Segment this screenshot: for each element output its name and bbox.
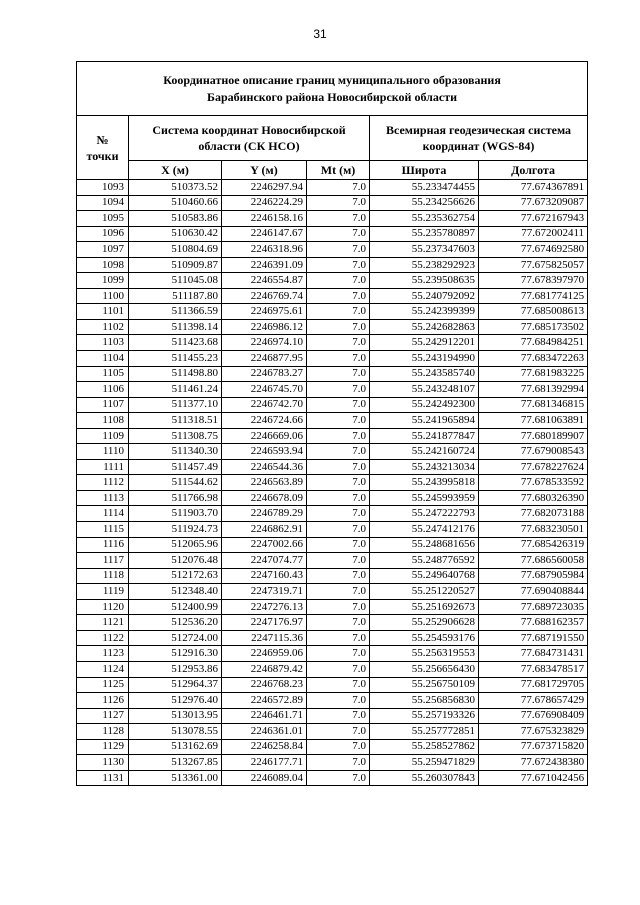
y-cell: 2246769.74 (222, 288, 307, 304)
longitude-cell: 77.681063891 (479, 413, 588, 429)
latitude-cell: 55.245993959 (370, 490, 479, 506)
mt-cell: 7.0 (307, 180, 370, 196)
x-cell: 512400.99 (129, 599, 222, 615)
latitude-cell: 55.243194990 (370, 351, 479, 367)
longitude-cell: 77.690408844 (479, 584, 588, 600)
latitude-cell: 55.243248107 (370, 382, 479, 398)
y-cell: 2247176.97 (222, 615, 307, 631)
x-cell: 513013.95 (129, 708, 222, 724)
mt-cell: 7.0 (307, 708, 370, 724)
y-cell: 2246572.89 (222, 693, 307, 709)
x-cell: 512976.40 (129, 693, 222, 709)
mt-cell: 7.0 (307, 522, 370, 538)
world-system-line-2: координат (WGS-84) (422, 139, 535, 153)
latitude-cell: 55.242492300 (370, 397, 479, 413)
table-row (77, 615, 588, 631)
y-cell: 2246361.01 (222, 724, 307, 740)
mt-cell: 7.0 (307, 739, 370, 755)
y-cell: 2247276.13 (222, 599, 307, 615)
table-row (77, 226, 588, 242)
latitude-cell: 55.260307843 (370, 770, 479, 786)
mt-cell: 7.0 (307, 382, 370, 398)
x-cell: 511045.08 (129, 273, 222, 289)
longitude-cell: 77.674692580 (479, 242, 588, 258)
mt-cell: 7.0 (307, 335, 370, 351)
y-cell: 2246554.87 (222, 273, 307, 289)
mt-cell: 7.0 (307, 646, 370, 662)
table-row (77, 661, 588, 677)
point-label-2: точки (86, 148, 119, 163)
latitude-cell: 55.234256626 (370, 195, 479, 211)
point-number-cell: 1116 (77, 537, 129, 553)
mt-cell: 7.0 (307, 755, 370, 771)
mt-cell: 7.0 (307, 770, 370, 786)
world-system-line-1: Всемирная геодезическая система (386, 123, 572, 137)
table-row (77, 755, 588, 771)
latitude-cell: 55.243585740 (370, 366, 479, 382)
x-cell: 511461.24 (129, 382, 222, 398)
y-cell: 2246986.12 (222, 319, 307, 335)
point-number-cell: 1120 (77, 599, 129, 615)
latitude-cell: 55.252906628 (370, 615, 479, 631)
point-number-cell: 1100 (77, 288, 129, 304)
table-row (77, 257, 588, 273)
latitude-cell: 55.242682863 (370, 319, 479, 335)
x-cell: 511924.73 (129, 522, 222, 538)
mt-cell: 7.0 (307, 599, 370, 615)
latitude-cell: 55.257772851 (370, 724, 479, 740)
y-cell: 2247074.77 (222, 553, 307, 569)
x-cell: 511366.59 (129, 304, 222, 320)
point-number-cell: 1112 (77, 475, 129, 491)
y-cell: 2246742.70 (222, 397, 307, 413)
table-row (77, 273, 588, 289)
longitude-cell: 77.687191550 (479, 630, 588, 646)
table-row (77, 475, 588, 491)
y-cell: 2246391.09 (222, 257, 307, 273)
local-system-line-1: Система координат Новосибирской (152, 123, 346, 137)
longitude-cell: 77.686560058 (479, 553, 588, 569)
point-number-cell: 1129 (77, 739, 129, 755)
x-cell: 511544.62 (129, 475, 222, 491)
latitude-cell: 55.235362754 (370, 211, 479, 227)
longitude-cell: 77.678533592 (479, 475, 588, 491)
longitude-cell: 77.673715820 (479, 739, 588, 755)
x-cell: 512964.37 (129, 677, 222, 693)
table-row (77, 693, 588, 709)
point-number-header (77, 116, 129, 180)
table-row (77, 444, 588, 460)
latitude-cell: 55.242399399 (370, 304, 479, 320)
longitude-cell: 77.679008543 (479, 444, 588, 460)
point-number-cell: 1110 (77, 444, 129, 460)
table-row (77, 677, 588, 693)
x-cell: 510373.52 (129, 180, 222, 196)
point-number-cell: 1105 (77, 366, 129, 382)
longitude-cell: 77.687905984 (479, 568, 588, 584)
longitude-cell: 77.685173502 (479, 319, 588, 335)
latitude-cell: 55.256656430 (370, 661, 479, 677)
point-number-cell: 1103 (77, 335, 129, 351)
mt-cell: 7.0 (307, 288, 370, 304)
mt-cell: 7.0 (307, 319, 370, 335)
longitude-cell: 77.683472263 (479, 351, 588, 367)
latitude-cell: 55.233474455 (370, 180, 479, 196)
col-mt-header: Mt (м) (307, 161, 370, 180)
mt-cell: 7.0 (307, 677, 370, 693)
table-row (77, 304, 588, 320)
mt-cell: 7.0 (307, 397, 370, 413)
y-cell: 2246177.71 (222, 755, 307, 771)
longitude-cell: 77.681346815 (479, 397, 588, 413)
mt-cell: 7.0 (307, 257, 370, 273)
point-number-cell: 1095 (77, 211, 129, 227)
latitude-cell: 55.251692673 (370, 599, 479, 615)
latitude-cell: 55.257193326 (370, 708, 479, 724)
table-row (77, 397, 588, 413)
latitude-cell: 55.241965894 (370, 413, 479, 429)
point-number-cell: 1106 (77, 382, 129, 398)
table-row (77, 506, 588, 522)
latitude-cell: 55.237347603 (370, 242, 479, 258)
latitude-cell: 55.238292923 (370, 257, 479, 273)
y-cell: 2246724.66 (222, 413, 307, 429)
mt-cell: 7.0 (307, 568, 370, 584)
longitude-cell: 77.678657429 (479, 693, 588, 709)
table-row (77, 739, 588, 755)
y-cell: 2246669.06 (222, 428, 307, 444)
table-row (77, 319, 588, 335)
title-line-2: Барабинского района Новосибирской области (207, 89, 458, 104)
local-system-line-2: области (СК НСО) (198, 139, 300, 153)
x-cell: 512536.20 (129, 615, 222, 631)
latitude-cell: 55.247412176 (370, 522, 479, 538)
page-number: 31 (313, 27, 327, 41)
x-cell: 511766.98 (129, 490, 222, 506)
y-cell: 2246768.23 (222, 677, 307, 693)
x-cell: 510583.86 (129, 211, 222, 227)
x-cell: 512172.63 (129, 568, 222, 584)
x-cell: 510909.87 (129, 257, 222, 273)
table-body (77, 180, 588, 786)
table-row (77, 351, 588, 367)
mt-cell: 7.0 (307, 273, 370, 289)
point-number-cell: 1130 (77, 755, 129, 771)
table-row (77, 708, 588, 724)
point-number-cell: 1104 (77, 351, 129, 367)
longitude-cell: 77.689723035 (479, 599, 588, 615)
x-cell: 511308.75 (129, 428, 222, 444)
y-cell: 2247002.66 (222, 537, 307, 553)
mt-cell: 7.0 (307, 211, 370, 227)
y-cell: 2246158.16 (222, 211, 307, 227)
x-cell: 513162.69 (129, 739, 222, 755)
y-cell: 2246461.71 (222, 708, 307, 724)
y-cell: 2246745.70 (222, 382, 307, 398)
point-number-cell: 1113 (77, 490, 129, 506)
mt-cell: 7.0 (307, 428, 370, 444)
y-cell: 2247115.36 (222, 630, 307, 646)
local-system-header (129, 116, 370, 161)
longitude-cell: 77.685426319 (479, 537, 588, 553)
y-cell: 2246318.96 (222, 242, 307, 258)
coordinates-table (76, 61, 588, 786)
point-number-cell: 1131 (77, 770, 129, 786)
latitude-cell: 55.242160724 (370, 444, 479, 460)
table-row (77, 770, 588, 786)
point-number-cell: 1126 (77, 693, 129, 709)
latitude-cell: 55.254593176 (370, 630, 479, 646)
mt-cell: 7.0 (307, 459, 370, 475)
table-row (77, 646, 588, 662)
y-cell: 2246862.91 (222, 522, 307, 538)
point-number-cell: 1098 (77, 257, 129, 273)
table-row (77, 553, 588, 569)
latitude-cell: 55.243995818 (370, 475, 479, 491)
latitude-cell: 55.256319553 (370, 646, 479, 662)
point-number-cell: 1118 (77, 568, 129, 584)
title-line-1: Координатное описание границ муниципального образования (163, 72, 501, 87)
y-cell: 2247319.71 (222, 584, 307, 600)
table-row (77, 180, 588, 196)
latitude-cell: 55.241877847 (370, 428, 479, 444)
table-row (77, 599, 588, 615)
table-row (77, 459, 588, 475)
longitude-cell: 77.671042456 (479, 770, 588, 786)
point-number-cell: 1121 (77, 615, 129, 631)
longitude-cell: 77.674367891 (479, 180, 588, 196)
mt-cell: 7.0 (307, 537, 370, 553)
y-cell: 2246959.06 (222, 646, 307, 662)
y-cell: 2246789.29 (222, 506, 307, 522)
col-lat-header: Широта (370, 161, 479, 180)
latitude-cell: 55.258527862 (370, 739, 479, 755)
point-number-cell: 1127 (77, 708, 129, 724)
x-cell: 511340.30 (129, 444, 222, 460)
table-row (77, 490, 588, 506)
y-cell: 2246877.95 (222, 351, 307, 367)
mt-cell: 7.0 (307, 630, 370, 646)
latitude-cell: 55.247222793 (370, 506, 479, 522)
longitude-cell: 77.676908409 (479, 708, 588, 724)
x-cell: 511398.14 (129, 319, 222, 335)
mt-cell: 7.0 (307, 304, 370, 320)
point-label-1: № (96, 132, 109, 147)
longitude-cell: 77.672167943 (479, 211, 588, 227)
mt-cell: 7.0 (307, 724, 370, 740)
y-cell: 2247160.43 (222, 568, 307, 584)
y-cell: 2246224.29 (222, 195, 307, 211)
point-number-cell: 1102 (77, 319, 129, 335)
point-number-cell: 1122 (77, 630, 129, 646)
longitude-cell: 77.680326390 (479, 490, 588, 506)
x-cell: 512076.48 (129, 553, 222, 569)
table-row (77, 584, 588, 600)
longitude-cell: 77.681392994 (479, 382, 588, 398)
longitude-cell: 77.683478517 (479, 661, 588, 677)
latitude-cell: 55.256856830 (370, 693, 479, 709)
table-row (77, 724, 588, 740)
table-row (77, 413, 588, 429)
world-system-header (370, 116, 588, 161)
x-cell: 511187.80 (129, 288, 222, 304)
mt-cell: 7.0 (307, 351, 370, 367)
longitude-cell: 77.678227624 (479, 459, 588, 475)
table-row (77, 630, 588, 646)
table-row (77, 242, 588, 258)
longitude-cell: 77.683230501 (479, 522, 588, 538)
longitude-cell: 77.685008613 (479, 304, 588, 320)
latitude-cell: 55.249640768 (370, 568, 479, 584)
table-title (77, 62, 588, 116)
x-cell: 512348.40 (129, 584, 222, 600)
point-number-cell: 1125 (77, 677, 129, 693)
table-row (77, 288, 588, 304)
y-cell: 2246544.36 (222, 459, 307, 475)
y-cell: 2246089.04 (222, 770, 307, 786)
longitude-cell: 77.673209087 (479, 195, 588, 211)
mt-cell: 7.0 (307, 475, 370, 491)
y-cell: 2246297.94 (222, 180, 307, 196)
longitude-cell: 77.688162357 (479, 615, 588, 631)
point-number-cell: 1109 (77, 428, 129, 444)
y-cell: 2246783.27 (222, 366, 307, 382)
table-row (77, 366, 588, 382)
x-cell: 511903.70 (129, 506, 222, 522)
point-number-cell: 1111 (77, 459, 129, 475)
latitude-cell: 55.248681656 (370, 537, 479, 553)
longitude-cell: 77.684731431 (479, 646, 588, 662)
point-number-cell: 1119 (77, 584, 129, 600)
latitude-cell: 55.239508635 (370, 273, 479, 289)
table-row (77, 428, 588, 444)
mt-cell: 7.0 (307, 506, 370, 522)
longitude-cell: 77.684984251 (479, 335, 588, 351)
mt-cell: 7.0 (307, 444, 370, 460)
point-number-cell: 1107 (77, 397, 129, 413)
col-x-header: X (м) (129, 161, 222, 180)
y-cell: 2246879.42 (222, 661, 307, 677)
point-number-cell: 1117 (77, 553, 129, 569)
y-cell: 2246974.10 (222, 335, 307, 351)
longitude-cell: 77.680189907 (479, 428, 588, 444)
x-cell: 512065.96 (129, 537, 222, 553)
y-cell: 2246975.61 (222, 304, 307, 320)
mt-cell: 7.0 (307, 413, 370, 429)
y-cell: 2246258.84 (222, 739, 307, 755)
mt-cell: 7.0 (307, 242, 370, 258)
latitude-cell: 55.256750109 (370, 677, 479, 693)
point-number-cell: 1101 (77, 304, 129, 320)
x-cell: 511318.51 (129, 413, 222, 429)
mt-cell: 7.0 (307, 584, 370, 600)
x-cell: 510804.69 (129, 242, 222, 258)
x-cell: 513078.55 (129, 724, 222, 740)
col-y-header: Y (м) (222, 161, 307, 180)
y-cell: 2246563.89 (222, 475, 307, 491)
table-row (77, 382, 588, 398)
mt-cell: 7.0 (307, 226, 370, 242)
longitude-cell: 77.681729705 (479, 677, 588, 693)
table-row (77, 211, 588, 227)
longitude-cell: 77.678397970 (479, 273, 588, 289)
latitude-cell: 55.259471829 (370, 755, 479, 771)
latitude-cell: 55.243213034 (370, 459, 479, 475)
x-cell: 511498.80 (129, 366, 222, 382)
x-cell: 512953.86 (129, 661, 222, 677)
x-cell: 510460.66 (129, 195, 222, 211)
mt-cell: 7.0 (307, 366, 370, 382)
y-cell: 2246147.67 (222, 226, 307, 242)
table-row (77, 195, 588, 211)
table-row (77, 522, 588, 538)
longitude-cell: 77.672002411 (479, 226, 588, 242)
mt-cell: 7.0 (307, 615, 370, 631)
latitude-cell: 55.242912201 (370, 335, 479, 351)
mt-cell: 7.0 (307, 661, 370, 677)
mt-cell: 7.0 (307, 553, 370, 569)
mt-cell: 7.0 (307, 195, 370, 211)
point-number-cell: 1114 (77, 506, 129, 522)
longitude-cell: 77.675323829 (479, 724, 588, 740)
point-number-cell: 1128 (77, 724, 129, 740)
y-cell: 2246678.09 (222, 490, 307, 506)
latitude-cell: 55.251220527 (370, 584, 479, 600)
point-number-cell: 1115 (77, 522, 129, 538)
point-number-cell: 1108 (77, 413, 129, 429)
x-cell: 513267.85 (129, 755, 222, 771)
point-number-cell: 1123 (77, 646, 129, 662)
table-row (77, 335, 588, 351)
x-cell: 510630.42 (129, 226, 222, 242)
longitude-cell: 77.682073188 (479, 506, 588, 522)
point-number-cell: 1097 (77, 242, 129, 258)
x-cell: 512724.00 (129, 630, 222, 646)
latitude-cell: 55.240792092 (370, 288, 479, 304)
mt-cell: 7.0 (307, 490, 370, 506)
x-cell: 511423.68 (129, 335, 222, 351)
x-cell: 511455.23 (129, 351, 222, 367)
mt-cell: 7.0 (307, 693, 370, 709)
y-cell: 2246593.94 (222, 444, 307, 460)
latitude-cell: 55.248776592 (370, 553, 479, 569)
x-cell: 512916.30 (129, 646, 222, 662)
x-cell: 511457.49 (129, 459, 222, 475)
longitude-cell: 77.675825057 (479, 257, 588, 273)
point-number-cell: 1099 (77, 273, 129, 289)
col-lon-header: Долгота (479, 161, 588, 180)
point-number-cell: 1124 (77, 661, 129, 677)
longitude-cell: 77.672438380 (479, 755, 588, 771)
table-row (77, 568, 588, 584)
x-cell: 511377.10 (129, 397, 222, 413)
table-row (77, 537, 588, 553)
longitude-cell: 77.681774125 (479, 288, 588, 304)
point-number-cell: 1096 (77, 226, 129, 242)
longitude-cell: 77.681983225 (479, 366, 588, 382)
point-number-cell: 1093 (77, 180, 129, 196)
point-number-cell: 1094 (77, 195, 129, 211)
x-cell: 513361.00 (129, 770, 222, 786)
latitude-cell: 55.235780897 (370, 226, 479, 242)
